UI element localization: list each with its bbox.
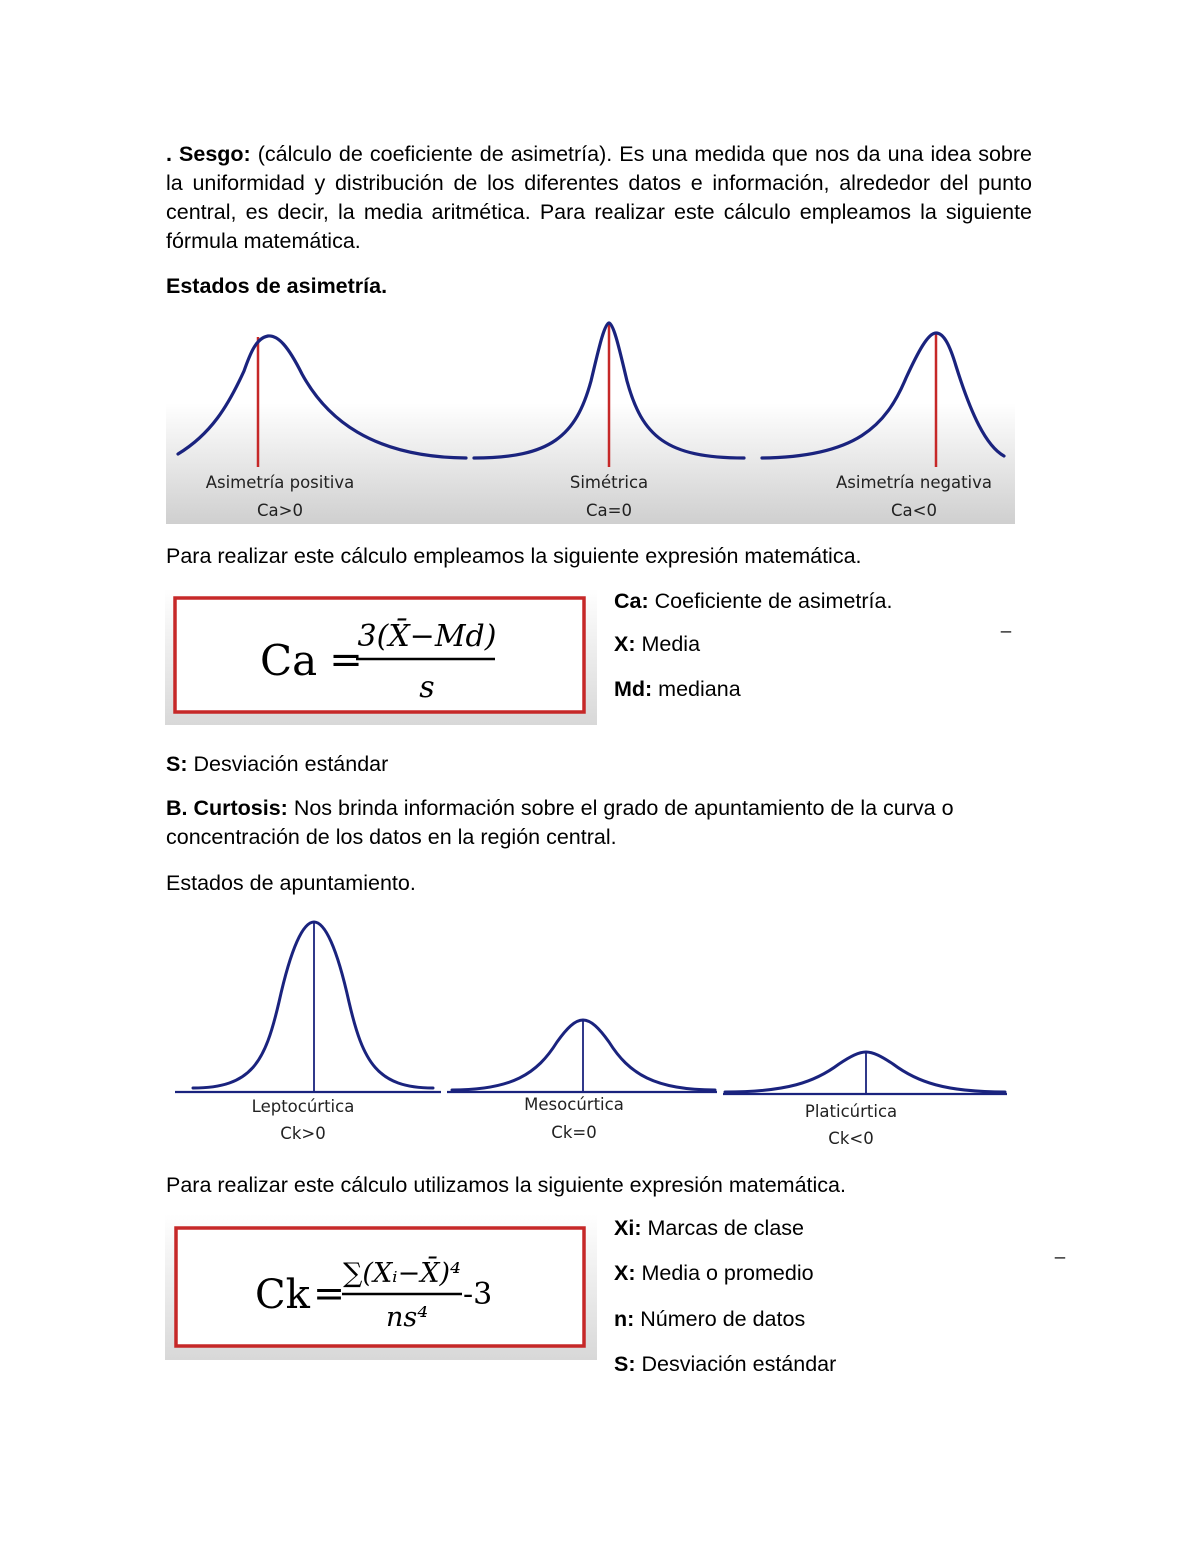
panel-name-simetrica: Simétrica [569,473,649,492]
ck-numerator: ∑(Xᵢ−X̄)⁴ [343,1258,461,1289]
ca-equals: = [329,637,363,683]
curtosis-intro: Para realizar este cálculo utilizamos la siguiente expresión matemática. [166,1173,846,1197]
ck-formula [165,1214,597,1360]
def-term: S: [166,752,188,776]
asimetria-heading: Estados de asimetría. [166,274,388,298]
def-ca [614,587,892,616]
ca-lhs: Ca [260,636,318,685]
ca-formula [165,589,597,725]
ck-equals: = [313,1271,345,1315]
def-term: Xi: [614,1216,642,1240]
overbar-mark: _ [1055,1239,1066,1259]
sesgo-paragraph [166,140,1032,256]
def-term: X: [614,632,636,656]
asimetria-intro: Para realizar este cálculo empleamos la siguiente expresión matemática. [166,544,862,568]
ck-lhs: Ck [255,1272,310,1318]
def-s [166,750,388,779]
overbar-mark: _ [1001,613,1012,633]
curtosis-paragraph [166,794,1032,852]
panel-name-meso: Mesocúrtica [524,1095,624,1114]
curtosis-text: Nos brinda información sobre el grado de apuntamiento de la curva o concentración de los datos en la región central. [166,796,954,849]
panel-value-lepto: Ck>0 [280,1124,326,1143]
def-term: Md: [614,677,653,701]
figure-background [166,316,1015,524]
panel-value-negativa: Ca<0 [891,501,937,520]
def-s-ck [614,1350,836,1379]
ca-numerator: 3(X̄−Md) [357,619,497,654]
def-n [614,1305,805,1334]
asimetria-figure [166,316,1015,524]
def-text: Desviación estándar [187,752,389,776]
def-text: Desviación estándar [635,1352,837,1376]
ck-suffix: -3 [463,1277,493,1312]
def-md [614,675,741,704]
panel-name-negativa: Asimetría negativa [835,473,993,492]
curtosis-figure [167,912,1015,1154]
def-text: Coeficiente de asimetría. [648,589,893,613]
def-term: Ca: [614,589,649,613]
def-text: Media [635,632,701,656]
def-text: Marcas de clase [641,1216,804,1240]
curtosis-lead: B. Curtosis: [166,796,288,820]
panel-name-positiva: Asimetría positiva [205,473,355,492]
panel-name-plati: Platicúrtica [804,1102,898,1121]
def-term: S: [614,1352,636,1376]
def-xi [614,1214,804,1243]
sesgo-lead: . Sesgo: [166,142,251,166]
def-x [614,630,700,659]
panel-value-positiva: Ca>0 [257,501,303,520]
def-term: X: [614,1261,636,1285]
panel-value-simetrica: Ca=0 [586,501,632,520]
def-text: Media o promedio [635,1261,814,1285]
ca-denominator: s [419,670,435,705]
sesgo-text: (cálculo de coeficiente de asimetría). Es una medida que nos da una idea sobre la uniformidad y distribución de los diferentes datos e información, alrededor del punto central, es decir, la media aritmética. Para realizar este cálculo empleamos la siguiente fórmula matemática. [166,142,1032,253]
panel-name-lepto: Leptocúrtica [251,1097,355,1116]
ck-denominator: ns⁴ [385,1302,429,1333]
def-x-media [614,1259,814,1288]
curtosis-heading: Estados de apuntamiento. [166,871,416,895]
def-term: n: [614,1307,635,1331]
formula-border [175,598,584,712]
def-text: mediana [652,677,741,701]
panel-value-plati: Ck<0 [828,1129,874,1148]
panel-value-meso: Ck=0 [551,1123,597,1142]
def-text: Número de datos [634,1307,806,1331]
